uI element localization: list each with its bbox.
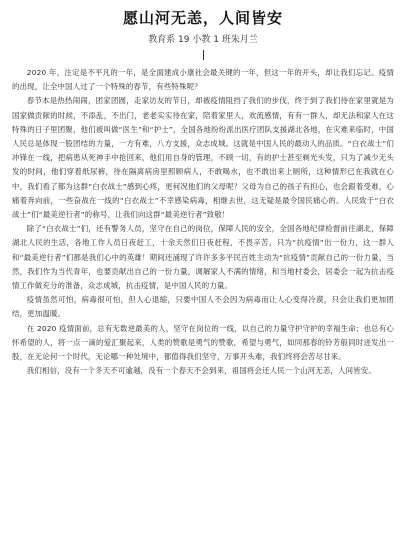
paragraph: 春节本是热热闹闹，团家团圆，走家访友的节日，却被疫情阻挡了我们的步伐，终于到了我们待在家里就是为国家做贡献的时候，不添乱，不出门，老老实实待在家，陪着家里人，欢流感情，有有一群人，却无法和家人在这特殊的日子里团聚，他们被叫做“医生”和“护士”，全国各地纷纷派出医疗团队支援湖北各地，在灾难来临时，中国人民总是体现一股团结的力量，一方有难，八方支援，众志成城。这就是中国人民的最动人的品质。“白衣战士”们冲锋在一线，把病患从死神手中抢回来，他们用自身的管理，不顾一切，有的护士甚至剃光头发，只为了减少无头发的时间，他们穿着纸尿裤，待在隔离病房里照顾病人，不敢喝水，也不敢出来上厕所，这种情形已在我就在心中，我们看了都为这群“白衣战士”感到心疼，更何况他们的父母呢？父母为自己的孩子有担心，也会跟着受难，心痛着奔向前，一些奋战在一线的“白衣战士”不幸感染病毒，相继去世，这无疑是最令国民痛心的。人民致于“白衣战士”们“最美逆行者”的称号，让我们向这群“最美逆行者”致敬！ [12, 96, 394, 220]
document-title: 愿山河无恙，人间皆安 [122, 9, 283, 27]
paragraph: 除了“白衣战士”们，还有警务人员，坚守在自己的岗位，保障人民的安全，全国各地纪律检督前往湖北，保障湖北人民的生活，各地工作人员日夜赶工，十余天然们日夜赶程，不畏辛苦，只为“抗疫情”出一份力，这一群人和“最美逆行者”们都是我们心中的英雄！期间还涌现了许许多多平民百姓主动为“抗疫情”贡献自己的一份力量，当然，我们作为当代青年，也要贡献出自己的一份力量，调解家人不满的情绪，和当地村委会，居委会一起为抗击疫情工作做充分的准备，众志成城，抗击疫情，是中国人民的力量。 [12, 224, 394, 291]
paragraph: 2020 年，注定是不平凡的一年，是全面建成小康社会最关键的一年，但这一年的开头，却让我们忘记。疫情的出现，让全中国人过了一个特殊的春节，有些特殊呢？ [12, 68, 394, 92]
author-byline: 教育系 19 小教 1 班朱月兰 [148, 35, 258, 45]
paragraph: 在 2020 疫情面前，总有无数逆最美的人，坚守在岗位的一线，以自己的力量守护守护的幸福生命；也总有心怀希望的人，将一点一滴的爱汇聚起来，人类的赞歌是勇气的赞歌，希望与勇气，如同那春的铃芳般同时迸发出一股，在无论何一个时代，无论哪一种处境中，都值得我们坚守，万事开头难，我们终将会苦尽甘来。 [12, 323, 394, 362]
text-cursor [203, 50, 204, 60]
paragraph: 我们相信，没有一个冬天不可逾越，没有一个春天不会到来，祖国将会还人民一个山河无恙，人间皆安。 [26, 366, 376, 376]
paragraph: 疫情虽然可怕，病毒很可怕，但人心退缩，只要中国人不会因为病毒而让人心变得冷漠，只会让我们更加团结，更加温暖。 [12, 295, 394, 319]
